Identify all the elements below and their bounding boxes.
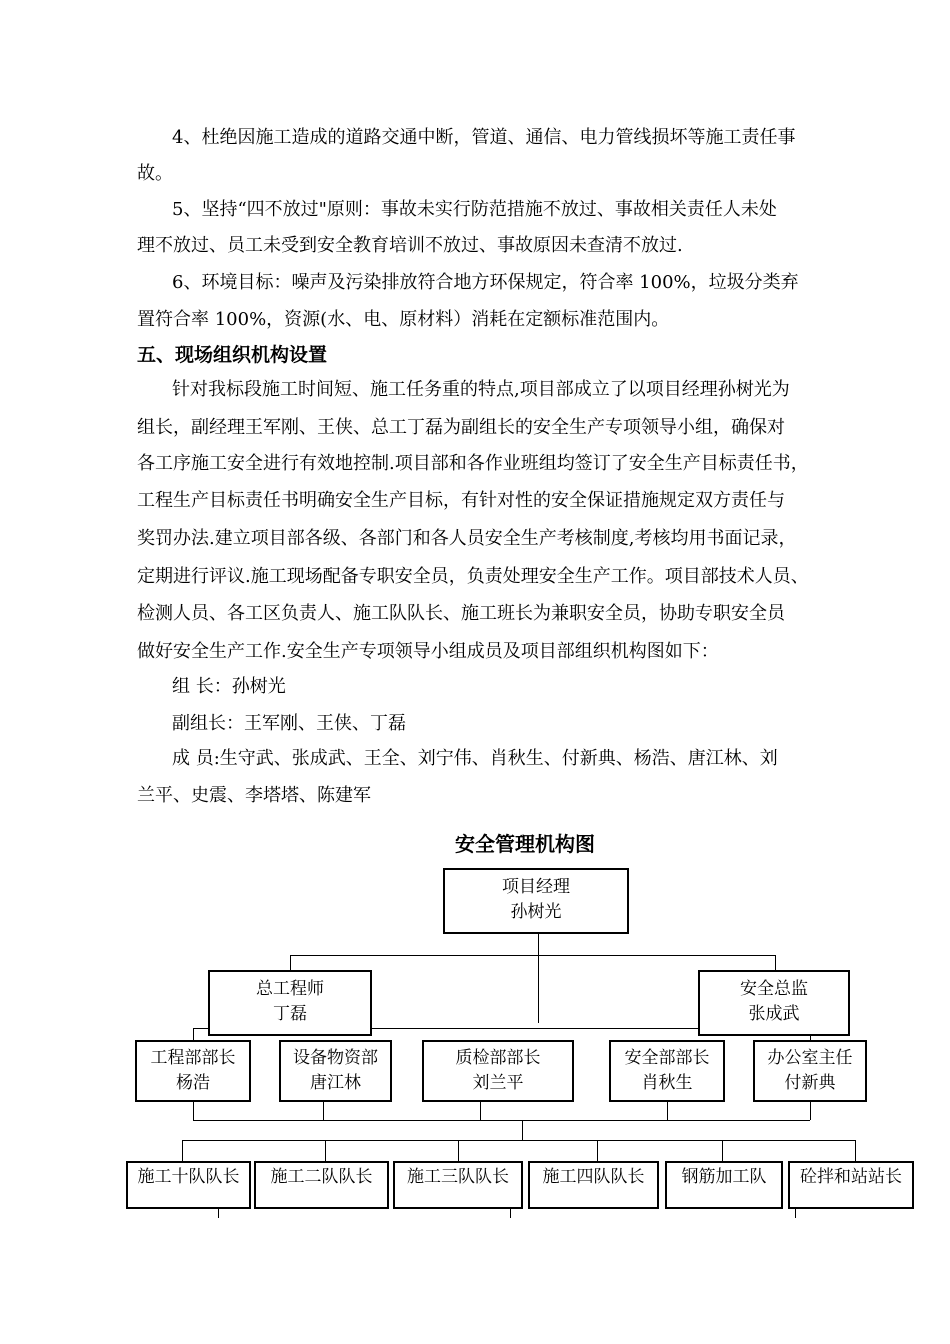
org-box-person: 刘兰平 — [472, 1073, 524, 1093]
connector-line — [775, 955, 776, 971]
org-box-chief-engineer — [208, 970, 372, 1036]
member-line: 成 员:生守武、张成武、王全、刘宁伟、肖秋生、付新典、杨浩、唐江林、刘 — [172, 748, 778, 769]
connector-line — [810, 1100, 811, 1120]
body-line: 定期进行评议.施工现场配备专职安全员，负责处理安全生产工作。项目部技术人员、 — [137, 566, 809, 587]
org-box-equipment-dept — [279, 1040, 392, 1102]
body-line: 各工序施工安全进行有效地控制.项目部和各作业班组均签订了安全生产目标责任书， — [137, 453, 809, 474]
connector-line — [667, 1100, 668, 1120]
body-line: 工程生产目标责任书明确安全生产目标，有针对性的安全保证措施规定双方责任与 — [137, 490, 785, 511]
body-line: 针对我标段施工时间短、施工任务重的特点,项目部成立了以项目经理孙树光为 — [172, 379, 790, 400]
paragraph-line: 5、坚持“四不放过"原则：事故未实行防范措施不放过、事故相关责任人未处 — [172, 199, 777, 220]
body-line: 做好安全生产工作.安全生产专项领导小组成员及项目部组织机构图如下： — [137, 641, 719, 662]
org-box-team-4 — [528, 1161, 659, 1209]
org-box-person: 杨浩 — [176, 1073, 210, 1093]
paragraph-line: 故。 — [137, 163, 173, 184]
member-line: 副组长：王军刚、王侠、丁磊 — [172, 713, 406, 734]
connector-line — [597, 1140, 598, 1162]
connector-line — [722, 1140, 723, 1162]
section-heading: 五、现场组织机构设置 — [137, 344, 328, 366]
org-box-person: 孙树光 — [510, 902, 562, 922]
body-line: 奖罚办法.建立项目部各级、各部门和各人员安全生产考核制度,考核均用书面记录， — [137, 528, 797, 549]
org-box-title: 总工程师 — [256, 979, 324, 999]
connector-line — [480, 1100, 481, 1120]
body-line: 检测人员、各工区负责人、施工队队长、施工班长为兼职安全员，协助专职安全员 — [137, 603, 785, 624]
org-box-title: 砼拌和站站长 — [800, 1167, 902, 1187]
org-box-title: 钢筋加工队 — [681, 1167, 767, 1187]
org-box-team-2 — [254, 1161, 389, 1209]
org-box-concrete-station — [788, 1161, 914, 1209]
org-box-person: 肖秋生 — [641, 1073, 693, 1093]
connector-line — [323, 1100, 324, 1120]
org-box-rebar-team — [665, 1161, 783, 1209]
connector-line — [290, 955, 775, 956]
org-box-title: 办公室主任 — [767, 1048, 853, 1068]
org-box-team-3 — [393, 1161, 523, 1209]
org-box-project-manager — [443, 868, 629, 934]
connector-line — [522, 1120, 523, 1140]
connector-line — [193, 1120, 810, 1121]
org-box-person: 丁磊 — [273, 1004, 307, 1024]
connector-line — [193, 1100, 194, 1120]
org-box-title: 质检部部长 — [455, 1048, 541, 1068]
org-box-office — [753, 1040, 867, 1102]
connector-line — [855, 1140, 856, 1162]
org-box-title: 安全部部长 — [624, 1048, 710, 1068]
org-box-title: 安全总监 — [740, 979, 808, 999]
org-box-person: 付新典 — [784, 1073, 836, 1093]
org-box-title: 项目经理 — [502, 877, 570, 897]
org-box-title: 施工二队队长 — [270, 1167, 373, 1187]
paragraph-line: 置符合率 100%，资源(水、电、原材料）消耗在定额标准范围内。 — [137, 309, 670, 330]
member-line: 兰平、史震、李塔塔、陈建军 — [137, 785, 371, 806]
member-line: 组 长：孙树光 — [172, 676, 286, 697]
org-box-title: 施工三队队长 — [407, 1167, 509, 1187]
org-box-person: 张成武 — [748, 1004, 800, 1024]
org-box-safety-director — [698, 970, 850, 1036]
org-box-person: 唐江林 — [310, 1073, 361, 1093]
org-box-team-10 — [126, 1161, 251, 1209]
paragraph-line: 理不放过、员工未受到安全教育培训不放过、事故原因未查清不放过. — [137, 235, 683, 256]
org-box-quality-dept — [422, 1040, 574, 1102]
org-box-title: 施工十队队长 — [137, 1167, 240, 1187]
org-box-safety-dept — [609, 1040, 725, 1102]
org-chart-title: 安全管理机构图 — [455, 832, 595, 856]
connector-line — [290, 955, 291, 971]
connector-line — [795, 1208, 796, 1218]
connector-line — [182, 1140, 183, 1162]
paragraph-line: 6、环境目标：噪声及污染排放符合地方环保规定，符合率 100%，垃圾分类弃 — [172, 272, 799, 293]
body-line: 组长，副经理王军刚、王侠、总工丁磊为副组长的安全生产专项领导小组，确保对 — [137, 417, 785, 438]
connector-line — [193, 1028, 194, 1040]
org-box-title: 工程部部长 — [150, 1048, 236, 1068]
connector-line — [538, 933, 539, 1023]
connector-line — [510, 1208, 511, 1218]
paragraph-line: 4、杜绝因施工造成的道路交通中断，管道、通信、电力管线损坏等施工责任事 — [172, 127, 796, 148]
connector-line — [182, 1140, 855, 1141]
org-box-title: 施工四队队长 — [542, 1167, 645, 1187]
connector-line — [325, 1140, 326, 1162]
org-box-engineering-dept — [135, 1040, 251, 1102]
connector-line — [458, 1140, 459, 1162]
connector-line — [218, 1208, 219, 1218]
org-box-title: 设备物资部 — [293, 1048, 378, 1068]
